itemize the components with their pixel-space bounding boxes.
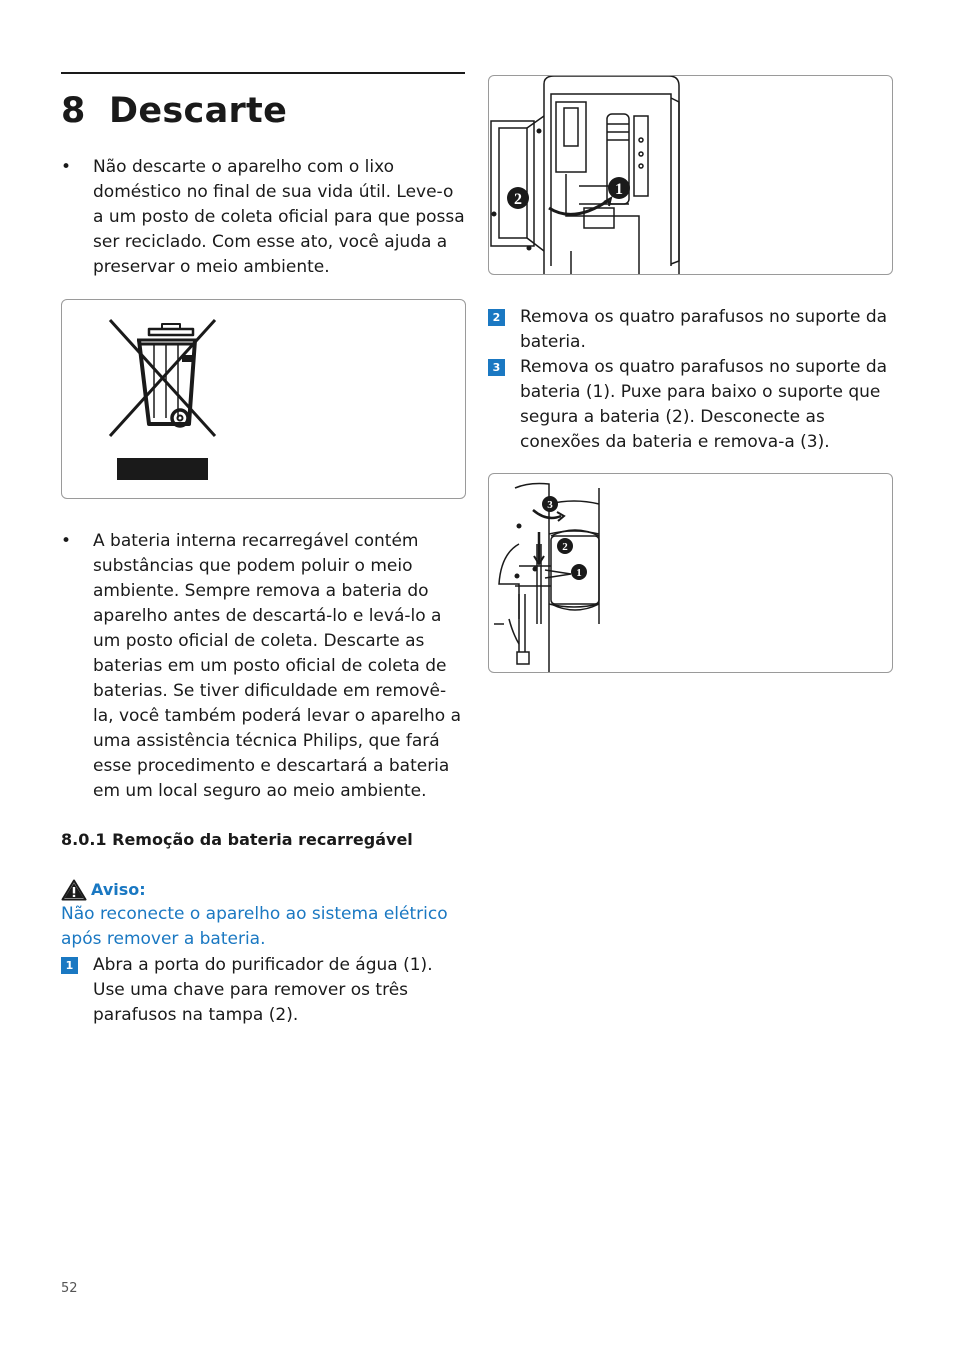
step-text: Remova os quatro parafusos no suporte da bateria. (520, 307, 888, 352)
warning-text: Não reconecte o aparelho ao sistema elétrico após remover a bateria. (61, 904, 448, 949)
crossed-out-bin-icon (62, 300, 465, 498)
bullet-text: Não descarte o aparelho com o lixo doméstico no final de sua vida útil. Leve-o a um posto de coleta oficial para que possa ser reciclado. Com esse ato, você ajuda a preservar o meio ambiente. (93, 157, 465, 277)
purifier-open-door-illustration (489, 76, 892, 274)
warning-label: Aviso: (91, 880, 146, 899)
bullet-item (61, 529, 465, 804)
battery-removal-illustration (488, 473, 893, 673)
steps-list-right (488, 305, 894, 455)
step-text: Abra a porta do purificador de água (1). Use uma chave para remover os três parafusos na tampa (2). (93, 955, 433, 1025)
step-number-badge: 2 (488, 309, 505, 326)
warning-heading (61, 878, 465, 902)
filter-unit-illustration (488, 75, 893, 275)
battery-holder-illustration (489, 474, 892, 672)
callout-1-label: 1 (615, 181, 623, 198)
weee-symbol-figure (61, 299, 466, 499)
step-item (488, 355, 894, 455)
callout-2-label: 2 (562, 541, 568, 553)
step-number-badge: 1 (61, 957, 78, 974)
chapter-rule (61, 72, 465, 74)
warning-block (61, 878, 465, 952)
callout-2-label: 2 (514, 191, 522, 208)
step-number-badge: 3 (488, 359, 505, 376)
warning-triangle-icon (61, 879, 87, 901)
disposal-bullet-list (61, 155, 465, 280)
chapter-number: 8 (61, 91, 86, 131)
step-item (488, 305, 894, 355)
battery-bullet-list (61, 529, 465, 804)
step-item (61, 953, 465, 1028)
bullet-dot: • (61, 531, 72, 551)
section-heading: 8.0.1 Remoção da bateria recarregável (61, 830, 413, 849)
bullet-text: A bateria interna recarregável contém substâncias que podem poluir o meio ambiente. Sempre remova a bateria do aparelho antes de descartá-lo e levá-lo a um posto oficial de coleta. Descarte as baterias em um posto oficial de coleta de baterias. Se tiver dificuldade em removê-la, você também poderá levar o aparelho a uma assistência técnica Philips, que fará esse procedimento e descartará a bateria em um local seguro ao meio ambiente. (93, 531, 462, 801)
page-number: 52 (61, 1281, 78, 1296)
chapter-title (61, 88, 287, 134)
bullet-dot: • (61, 157, 72, 177)
callout-1-label: 1 (576, 567, 582, 579)
chapter-title-text: Descarte (109, 91, 288, 131)
step-text: Remova os quatro parafusos no suporte da bateria (1). Puxe para baixo o suporte que segura a bateria (2). Desconecte as conexões da bateria e remova-a (3). (520, 357, 888, 452)
steps-list-left (61, 953, 465, 1028)
callout-3-label: 3 (547, 499, 553, 511)
bullet-item (61, 155, 465, 280)
